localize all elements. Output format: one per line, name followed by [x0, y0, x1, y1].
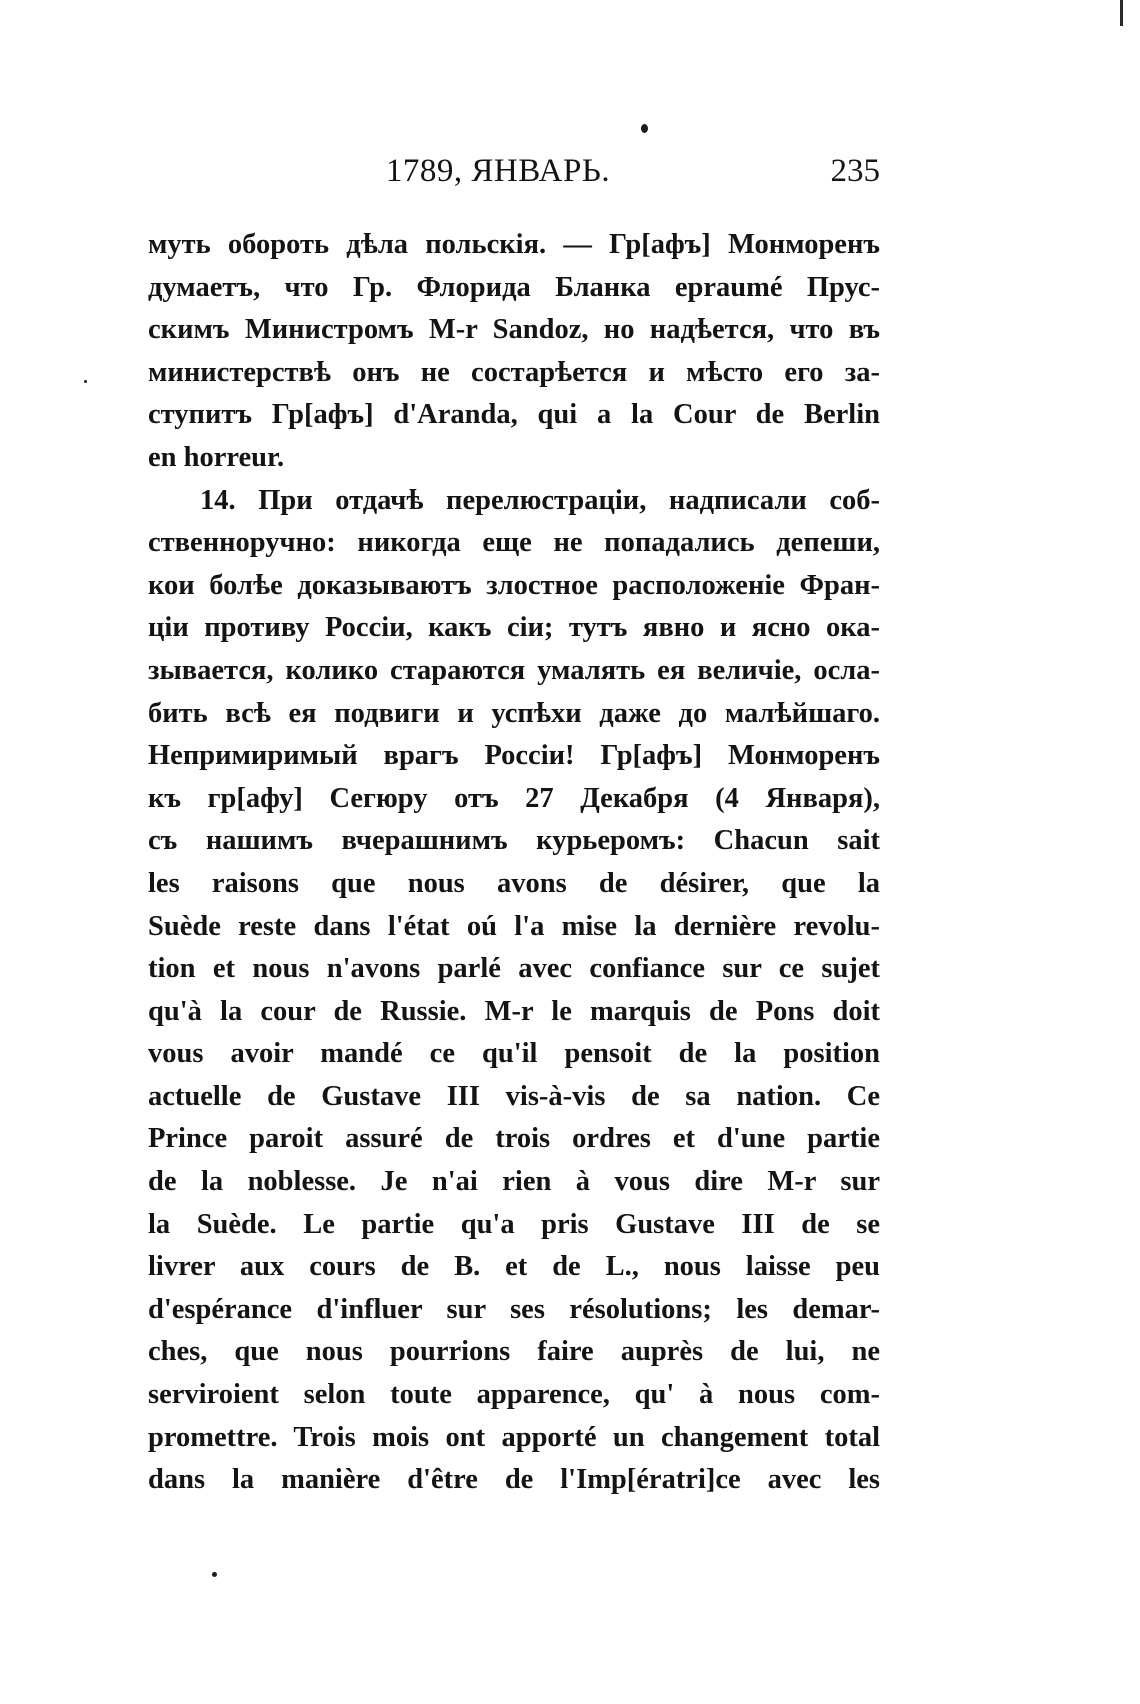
text-line: ches, que nous pourrions faire auprès de lui, ne: [148, 1336, 880, 1368]
text-line: муть обороть дѣла польскія. — Гр[афъ] Монморенъ: [148, 229, 880, 260]
text-line: министерствѣ онъ не состарѣется и мѣсто его за-: [148, 356, 880, 388]
text-line: en horreur.: [148, 441, 285, 473]
text-line: думаетъ, что Гр. Флорида Бланка epraumé Прус-: [148, 271, 880, 303]
text-line: ступитъ Гр[афъ] d'Aranda, qui a la Cour de Berlin: [148, 399, 880, 431]
text-line: la Suède. Le partie qu'a pris Gustave III de se: [148, 1208, 880, 1240]
text-line: кои болѣе доказываютъ злостное расположеніе Фран-: [148, 569, 880, 601]
text-line: съ нашимъ вчерашнимъ курьеромъ: Chacun sait: [148, 825, 880, 857]
text-line: Prince paroit assuré de trois ordres et d'une partie: [148, 1123, 880, 1155]
text-line: qu'à la cour de Russie. M-r le marquis de Pons doit: [148, 995, 880, 1027]
text-line: les raisons que nous avons de désirer, que la: [148, 867, 880, 899]
text-line: serviroient selon toute apparence, qu' à nous com-: [148, 1379, 880, 1411]
text-line: tion et nous n'avons parlé avec confiance sur ce sujet: [148, 953, 880, 985]
page-body-text: [148, 224, 880, 1502]
text-line: actuelle de Gustave III vis-à-vis de sa nation. Ce: [148, 1080, 880, 1112]
page-header: [148, 146, 880, 196]
text-line: бить всѣ ея подвиги и успѣхи даже до малѣйшаго.: [148, 697, 880, 729]
text-line: vous avoir mandé ce qu'il pensoit de la position: [148, 1038, 880, 1070]
text-line: Непримиримый врагъ Россіи! Гр[афъ] Монморенъ: [148, 740, 880, 772]
page-edge-line: [1120, 0, 1123, 26]
text-line: зывается, колико стараются умалять ея величіе, осла-: [148, 654, 880, 686]
text-line: de la noblesse. Je n'ai rien à vous dire M-r sur: [148, 1166, 880, 1198]
running-title: 1789, ЯНВАРЬ.: [385, 153, 611, 189]
text-line: скимъ Министромъ M-r Sandoz, но надѣется, что въ: [148, 314, 880, 346]
text-line: livrer aux cours de B. et de L., nous laisse peu: [148, 1251, 880, 1283]
ink-speck-top: [641, 124, 648, 133]
text-line: ственноручно: никогда еще не попадались депеши,: [148, 527, 880, 559]
paragraph-14-start: 14. При отдачѣ перелюстраціи, надписали соб-: [200, 484, 880, 516]
text-line: Suède reste dans l'état oú l'a mise la dernière revolu-: [148, 910, 880, 942]
text-line: ціи противу Россіи, какъ сіи; тутъ явно и ясно ока-: [148, 612, 880, 644]
text-line: d'espérance d'influer sur ses résolutions; les demar-: [148, 1293, 880, 1325]
text-line: promettre. Trois mois ont apporté un changement total: [148, 1421, 880, 1453]
page-number: 235: [830, 153, 880, 189]
text-line: къ гр[афу] Сегюру отъ 27 Декабря (4 Января),: [148, 782, 880, 814]
ink-speck-bottom: [212, 1572, 217, 1577]
text-line: dans la manière d'être de l'Imp[ératri]ce avec les: [148, 1464, 880, 1496]
ink-speck-left: [84, 380, 87, 383]
